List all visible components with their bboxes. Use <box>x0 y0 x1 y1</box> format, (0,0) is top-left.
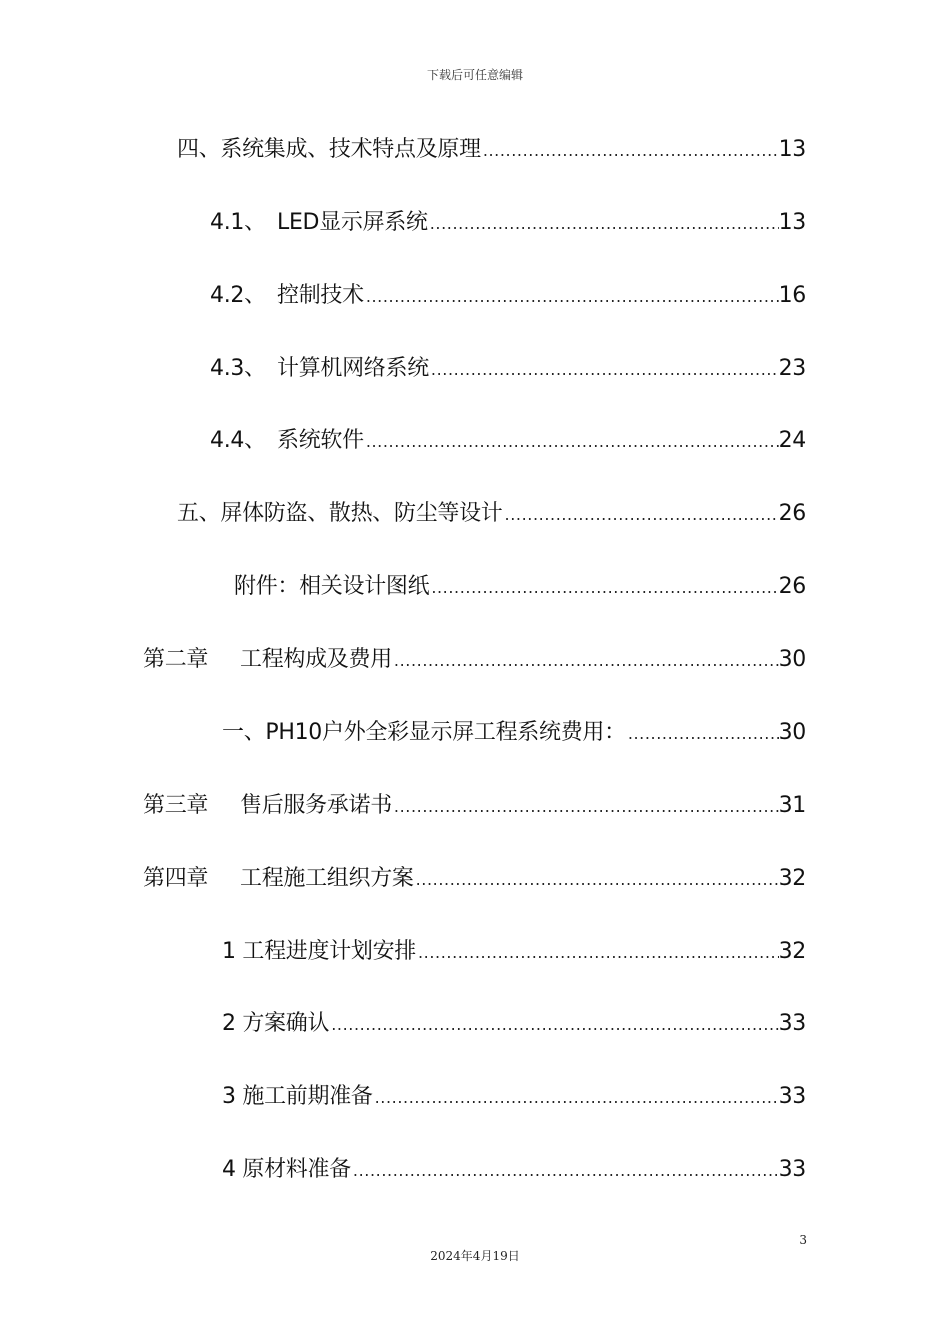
toc-leader-dots <box>429 572 778 604</box>
header-note: 下载后可任意编辑 <box>426 68 523 82</box>
toc-leader-dots <box>392 645 779 677</box>
toc-entry[interactable] <box>222 1081 806 1113</box>
toc-entry[interactable] <box>234 571 806 603</box>
toc-entry-title: 控制技术 <box>277 283 364 308</box>
toc-entry-title: 屏体防盗、散热、防尘等设计 <box>220 501 503 526</box>
toc-entry-title: 4 原材料准备 <box>222 1157 351 1182</box>
footer-date: 2024年4月19日 <box>430 1249 520 1263</box>
toc-entry-page: 30 <box>778 647 806 672</box>
toc-entry-page: 31 <box>778 793 806 818</box>
toc-entry-number: 4.4、 <box>210 428 266 453</box>
toc-entry-title: 工程构成及费用 <box>240 647 392 672</box>
page-number: 3 <box>799 1233 807 1247</box>
toc-entry-number: 4.1、 <box>210 210 266 235</box>
toc-leader-dots <box>481 135 779 167</box>
toc-entry-page: 33 <box>778 1084 806 1109</box>
toc-entry-page: 26 <box>778 501 806 526</box>
toc-entry[interactable] <box>222 717 806 749</box>
toc-entry-title: 系统软件 <box>277 428 364 453</box>
toc-entry[interactable] <box>143 790 806 822</box>
toc-entry-page: 26 <box>778 574 806 599</box>
toc-entry-page: 13 <box>778 210 806 235</box>
toc-entry-title: LED显示屏系统 <box>277 210 428 235</box>
toc-entry-number: 四、 <box>177 137 221 162</box>
toc-entry-page: 33 <box>778 1011 806 1036</box>
toc-leader-dots <box>329 1009 778 1041</box>
toc-entry-page: 16 <box>778 283 806 308</box>
toc-leader-dots <box>364 281 779 313</box>
toc-entry-number: 第四章 <box>143 866 209 891</box>
toc-entry-page: 30 <box>778 720 806 745</box>
toc-entry[interactable] <box>143 644 806 676</box>
toc-entry-number: 4.3、 <box>210 356 266 381</box>
toc-entry-title: 系统集成、技术特点及原理 <box>220 137 481 162</box>
toc-leader-dots <box>416 937 779 969</box>
toc-entry-number: 4.2、 <box>210 283 266 308</box>
toc-entry-title: 2 方案确认 <box>222 1011 330 1036</box>
toc-entry-title: 计算机网络系统 <box>277 356 429 381</box>
toc-entry-title: 工程施工组织方案 <box>240 866 414 891</box>
toc-leader-dots <box>373 1082 779 1114</box>
toc-entry-page: 32 <box>778 939 806 964</box>
toc-entry-number: 第三章 <box>143 793 209 818</box>
toc-entry-page: 24 <box>778 428 806 453</box>
toc-entry-title: 附件：相关设计图纸 <box>234 574 430 599</box>
toc-entry[interactable] <box>177 498 806 530</box>
toc-entry-page: 13 <box>778 137 806 162</box>
toc-leader-dots <box>351 1155 779 1187</box>
toc-entry[interactable] <box>222 1008 806 1040</box>
toc-entry-title: 一、PH10户外全彩显示屏工程系统费用： <box>222 720 626 745</box>
toc-entry[interactable] <box>222 936 806 968</box>
toc-entry[interactable] <box>210 207 806 239</box>
toc-entry[interactable] <box>143 863 806 895</box>
toc-entry-title: 3 施工前期准备 <box>222 1084 373 1109</box>
toc-entry-page: 23 <box>778 356 806 381</box>
toc-entry-title: 售后服务承诺书 <box>240 793 392 818</box>
toc-leader-dots <box>414 864 779 896</box>
toc-entry-number: 五、 <box>177 501 221 526</box>
toc-entry[interactable] <box>210 425 806 457</box>
toc-entry[interactable] <box>210 353 806 385</box>
toc-entry-number: 第二章 <box>143 647 209 672</box>
toc-leader-dots <box>392 791 779 823</box>
toc-entry-page: 32 <box>778 866 806 891</box>
toc-entry[interactable] <box>177 134 806 166</box>
toc-leader-dots <box>428 208 779 240</box>
toc-leader-dots <box>626 718 779 750</box>
toc-leader-dots <box>503 499 779 531</box>
toc-leader-dots <box>364 426 779 458</box>
toc-entry[interactable] <box>210 280 806 312</box>
toc-entry-page: 33 <box>778 1157 806 1182</box>
toc-leader-dots <box>429 354 779 386</box>
toc-entry-title: 1 工程进度计划安排 <box>222 939 416 964</box>
toc-entry[interactable] <box>222 1154 806 1186</box>
